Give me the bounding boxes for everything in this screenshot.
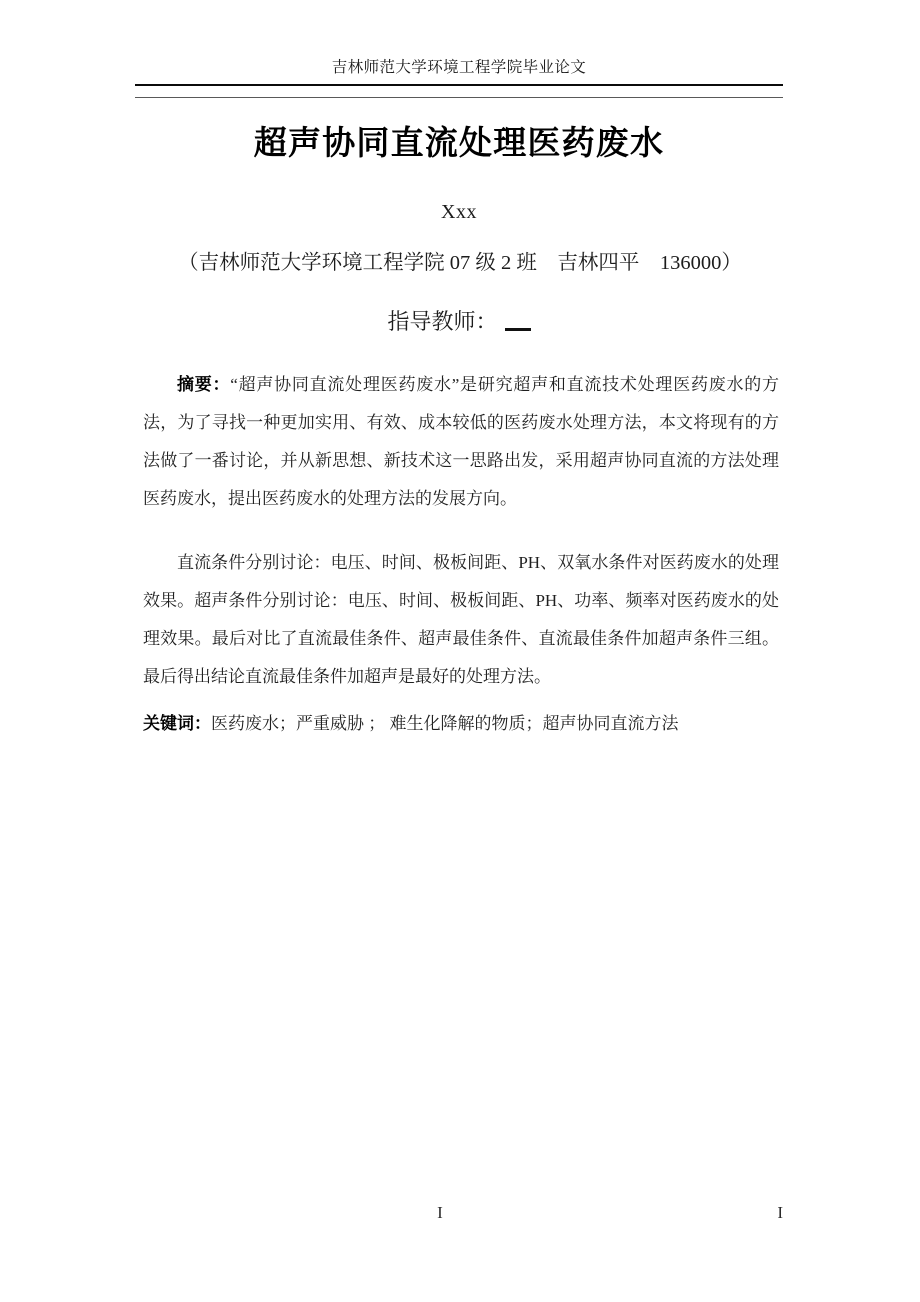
paragraph-spacer (143, 518, 779, 544)
author-affiliation: （吉林师范大学环境工程学院 07 级 2 班 吉林四平 136000） (178, 252, 742, 274)
header-rule-thin (135, 97, 783, 98)
running-header-text: 吉林师范大学环境工程学院毕业论文 (331, 59, 587, 76)
keywords-line (143, 707, 779, 741)
advisor-line (135, 306, 783, 338)
page-title: 超声协同直流处理医药废水 (253, 123, 665, 162)
keywords-text: 医药废水；严重威胁 ； 难生化降解的物质；超声协同直流方法 (211, 714, 679, 733)
footer-page-mark-right: I (777, 1203, 783, 1222)
abstract-paragraph-1-text: “超声协同直流处理医药废水”是研究超声和直流技术处理医药废水的方法，为了寻找一种更加实用、有效、成本较低的医药废水处理方法，本文将现有的方法做了一番讨论，并从新思想、新技术这一思路出发，采用超声协同直流的方法处理医药废水，提出医药废水的处理方法的发展方向。 (143, 375, 780, 508)
abstract-paragraph-2: 直流条件分别讨论：电压、时间、极板间距、PH、双氧水条件对医药废水的处理效果。超声条件分别讨论：电压、时间、极板间距、PH、功率、频率对医药废水的处理效果。最后对比了直流最佳条件、超声最佳条件、直流最佳条件加超声条件三组。最后得出结论直流最佳条件加超声是最好的处理方法。 (143, 553, 779, 686)
keywords-section (143, 707, 779, 741)
header-rule-thick (135, 84, 783, 86)
title-block (135, 120, 783, 166)
keywords-label: 关键词： (143, 714, 211, 733)
abstract-label: 摘要： (177, 375, 231, 394)
advisor-label: 指导教师： (387, 309, 498, 334)
running-header (135, 58, 783, 98)
abstract-section (143, 366, 779, 696)
advisor-name-blank (505, 328, 531, 331)
abstract-paragraph-1 (143, 366, 779, 518)
author-name: Xxx (441, 201, 477, 223)
footer-page-mark-center: I (437, 1203, 443, 1222)
